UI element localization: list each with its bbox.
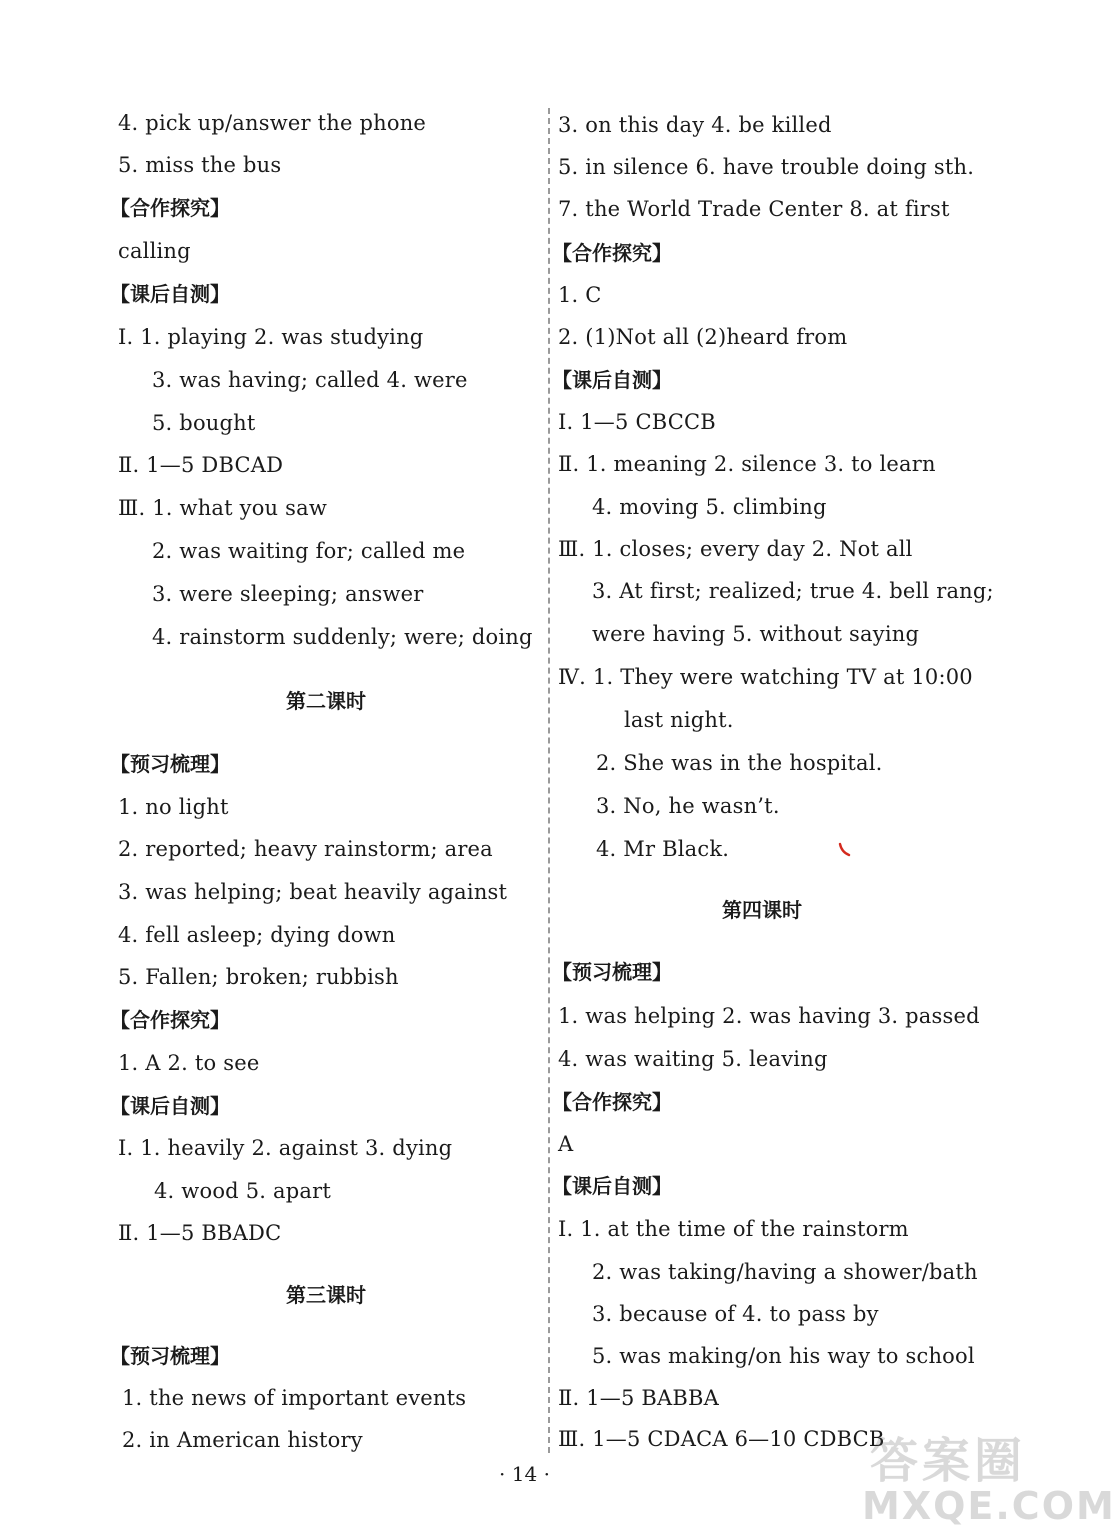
answer-line: Ⅳ. 1. They were watching TV at 10:00 <box>558 665 973 689</box>
answer-line: 1. no light <box>118 795 229 819</box>
answer-line: Ⅰ. 1—5 CBCCB <box>558 410 716 434</box>
answer-line: 2. reported; heavy rainstorm; area <box>118 837 493 861</box>
answer-line: 3. At first; realized; true 4. bell rang; <box>592 579 994 603</box>
lesson-title: 第三课时 <box>286 1283 366 1307</box>
answer-line: were having 5. without saying <box>592 622 920 646</box>
answer-line: calling <box>118 239 191 263</box>
answer-line: 1. A 2. to see <box>118 1051 260 1075</box>
section-heading-cooperative: 【合作探究】 <box>110 1008 230 1032</box>
page-number: · 14 · <box>499 1462 550 1486</box>
answer-line: 4. Mr Black. <box>596 837 730 861</box>
answer-line: 2. She was in the hospital. <box>596 751 883 775</box>
section-heading-cooperative: 【合作探究】 <box>552 241 672 265</box>
answer-line: 1. the news of important events <box>122 1386 467 1410</box>
answer-line: Ⅲ. 1. what you saw <box>118 496 328 520</box>
section-heading-self-test: 【课后自测】 <box>110 282 230 306</box>
answer-line: Ⅱ. 1—5 DBCAD <box>118 453 284 477</box>
lesson-title: 第二课时 <box>286 689 366 713</box>
section-heading-preview: 【预习梳理】 <box>110 1344 230 1368</box>
answer-line: 3. on this day 4. be killed <box>558 113 832 137</box>
watermark-logo <box>852 1418 1116 1536</box>
answer-line: 3. No, he wasn’t. <box>596 794 780 818</box>
answer-line: Ⅱ. 1—5 BABBA <box>558 1386 720 1410</box>
answer-line: 5. bought <box>152 411 256 435</box>
answer-line: 2. was waiting for; called me <box>152 539 466 563</box>
watermark-text: 答案圈 <box>870 1433 1027 1489</box>
answer-line: 5. was making/on his way to school <box>592 1344 975 1368</box>
red-pen-mark <box>838 842 852 858</box>
answer-line: 4. pick up/answer the phone <box>118 111 427 135</box>
answer-line: 4. wood 5. apart <box>154 1179 331 1203</box>
answer-line: Ⅲ. 1—5 CDACA 6—10 CDBCB <box>558 1427 885 1451</box>
lesson-title: 第四课时 <box>722 898 802 922</box>
answer-line: 3. was having; called 4. were <box>152 368 468 392</box>
answer-line: Ⅲ. 1. closes; every day 2. Not all <box>558 537 913 561</box>
answer-line: 1. C <box>558 283 602 307</box>
answer-line: Ⅱ. 1. meaning 2. silence 3. to learn <box>558 452 936 476</box>
answer-line: last night. <box>624 708 734 732</box>
answer-line: 3. were sleeping; answer <box>152 582 424 606</box>
answer-line: 4. rainstorm suddenly; were; doing <box>152 625 533 649</box>
section-heading-self-test: 【课后自测】 <box>552 368 672 392</box>
answer-line: 5. in silence 6. have trouble doing sth. <box>558 155 975 179</box>
answer-line: 1. was helping 2. was having 3. passed <box>558 1004 980 1028</box>
answer-line: 2. in American history <box>122 1428 363 1452</box>
section-heading-self-test: 【课后自测】 <box>552 1174 672 1198</box>
answer-line: Ⅰ. 1. at the time of the rainstorm <box>558 1217 909 1241</box>
answer-line: Ⅰ. 1. playing 2. was studying <box>118 325 424 349</box>
answer-line: 4. fell asleep; dying down <box>118 923 396 947</box>
answer-line: 4. moving 5. climbing <box>592 495 827 519</box>
answer-line: 3. was helping; beat heavily against <box>118 880 508 904</box>
answer-line: 2. (1)Not all (2)heard from <box>558 325 848 349</box>
answer-line: 4. was waiting 5. leaving <box>558 1047 828 1071</box>
section-heading-cooperative: 【合作探究】 <box>110 196 230 220</box>
answer-line: Ⅱ. 1—5 BBADC <box>118 1221 282 1245</box>
column-divider <box>548 108 550 1453</box>
answer-line: 5. miss the bus <box>118 153 282 177</box>
section-heading-preview: 【预习梳理】 <box>110 752 230 776</box>
answer-line: 2. was taking/having a shower/bath <box>592 1260 978 1284</box>
answer-line: A <box>558 1132 574 1156</box>
watermark-url: MXQE.COM <box>862 1484 1116 1528</box>
section-heading-cooperative: 【合作探究】 <box>552 1090 672 1114</box>
section-heading-self-test: 【课后自测】 <box>110 1094 230 1118</box>
answer-line: 3. because of 4. to pass by <box>592 1302 879 1326</box>
section-heading-preview: 【预习梳理】 <box>552 960 672 984</box>
answer-line: 5. Fallen; broken; rubbish <box>118 965 399 989</box>
answer-line: Ⅰ. 1. heavily 2. against 3. dying <box>118 1136 453 1160</box>
answer-line: 7. the World Trade Center 8. at first <box>558 197 950 221</box>
